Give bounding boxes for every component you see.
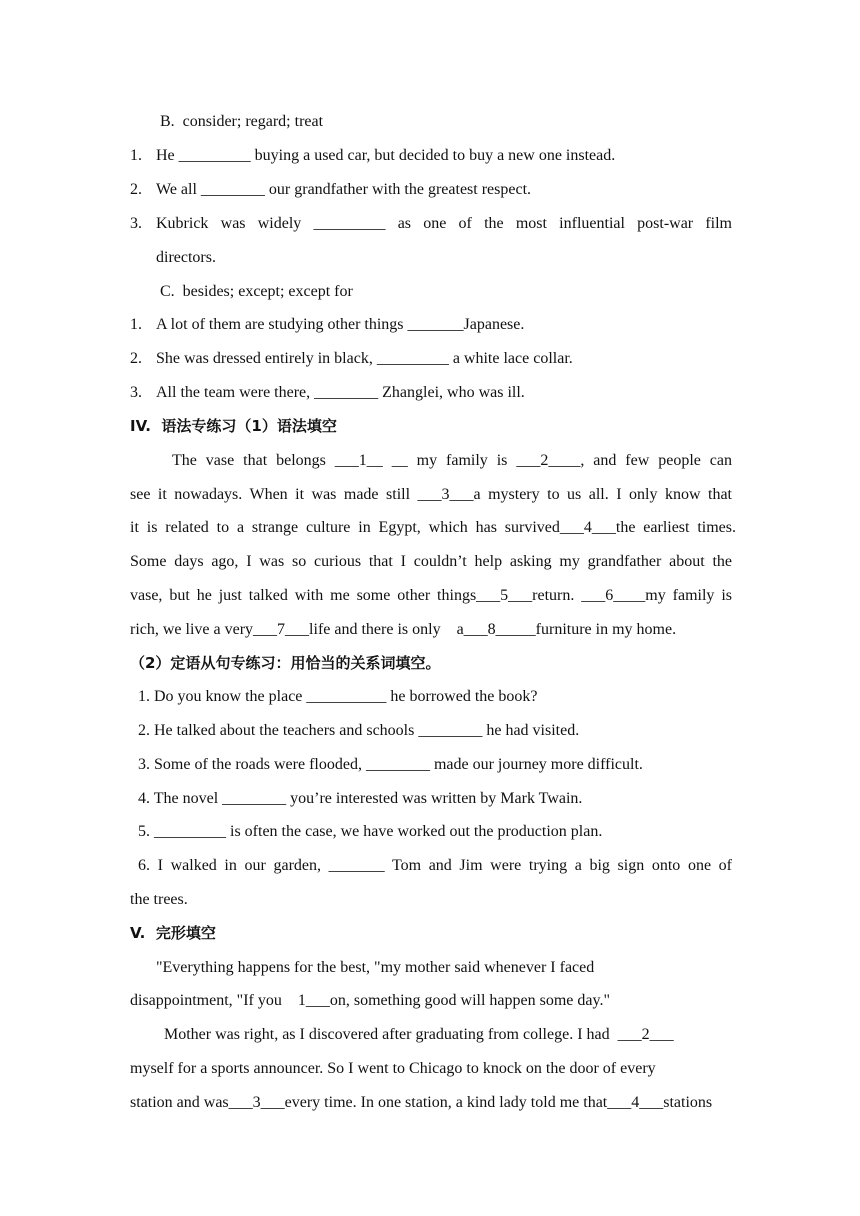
- clause-item: 2. He talked about the teachers and schools ________ he had visited.: [138, 722, 580, 739]
- passage-line: Mother was right, as I discovered after graduating from college. I had ___2___: [164, 1026, 674, 1043]
- item-number: 3.: [130, 384, 142, 401]
- item-number: 1.: [130, 147, 142, 164]
- item-number: 1.: [130, 316, 142, 333]
- exercise-item: She was dressed entirely in black, _________ a white lace collar.: [156, 350, 573, 367]
- section-c-header: C. besides; except; except for: [160, 283, 353, 300]
- exercise-item: All the team were there, ________ Zhanglei, who was ill.: [156, 384, 525, 401]
- section-b-header: B. consider; regard; treat: [160, 113, 324, 130]
- clause-item: 3. Some of the roads were flooded, ________ made our journey more difficult.: [138, 756, 643, 773]
- exercise-item: A lot of them are studying other things _______Japanese.: [156, 316, 525, 333]
- paragraph-line: rich, we live a very___7___life and there is only a___8_____furniture in my home.: [130, 621, 677, 638]
- exercise-item-continuation: directors.: [156, 249, 216, 266]
- passage-line: myself for a sports announcer. So I went to Chicago to knock on the door of every: [130, 1060, 656, 1077]
- clause-item: 4. The novel ________ you’re interested was written by Mark Twain.: [138, 790, 583, 807]
- paragraph-line: Some days ago, I was so curious that I couldn’t help asking my grandfather about the: [130, 553, 732, 570]
- section-iv-2-title: （2）定语从句专练习：用恰当的关系词填空。: [130, 654, 441, 672]
- paragraph-line: see it nowadays. When it was made still ___3___a mystery to us all. I only know that: [130, 486, 732, 503]
- section-iv-title: IV. 语法专练习（1）语法填空: [130, 417, 337, 435]
- item-number: 3.: [130, 215, 142, 232]
- passage-line: "Everything happens for the best, "my mother said whenever I faced: [156, 959, 595, 976]
- clause-item: 6. I walked in our garden, _______ Tom and Jim were trying a big sign onto one of: [138, 857, 732, 874]
- passage-line: station and was___3___every time. In one station, a kind lady told me that___4___stations: [130, 1094, 713, 1111]
- clause-item: 5. _________ is often the case, we have worked out the production plan.: [138, 823, 603, 840]
- passage-line: disappointment, "If you 1___on, something good will happen some day.": [130, 992, 610, 1009]
- paragraph-line: vase, but he just talked with me some other things___5___return. ___6____my family is: [130, 587, 732, 604]
- exercise-item: We all ________ our grandfather with the greatest respect.: [156, 181, 532, 198]
- paragraph-line: it is related to a strange culture in Egypt, which has survived___4___the earliest times.: [130, 519, 736, 536]
- clause-item-continuation: the trees.: [130, 891, 188, 908]
- paragraph-line: The vase that belongs ___1__ __ my family is ___2____, and few people can: [172, 452, 732, 469]
- item-number: 2.: [130, 181, 142, 198]
- item-number: 2.: [130, 350, 142, 367]
- exercise-item: He _________ buying a used car, but decided to buy a new one instead.: [156, 147, 616, 164]
- section-v-title: V. 完形填空: [130, 924, 216, 942]
- exercise-item: Kubrick was widely _________ as one of the most influential post-war film: [156, 215, 732, 232]
- clause-item: 1. Do you know the place __________ he borrowed the book?: [138, 688, 538, 705]
